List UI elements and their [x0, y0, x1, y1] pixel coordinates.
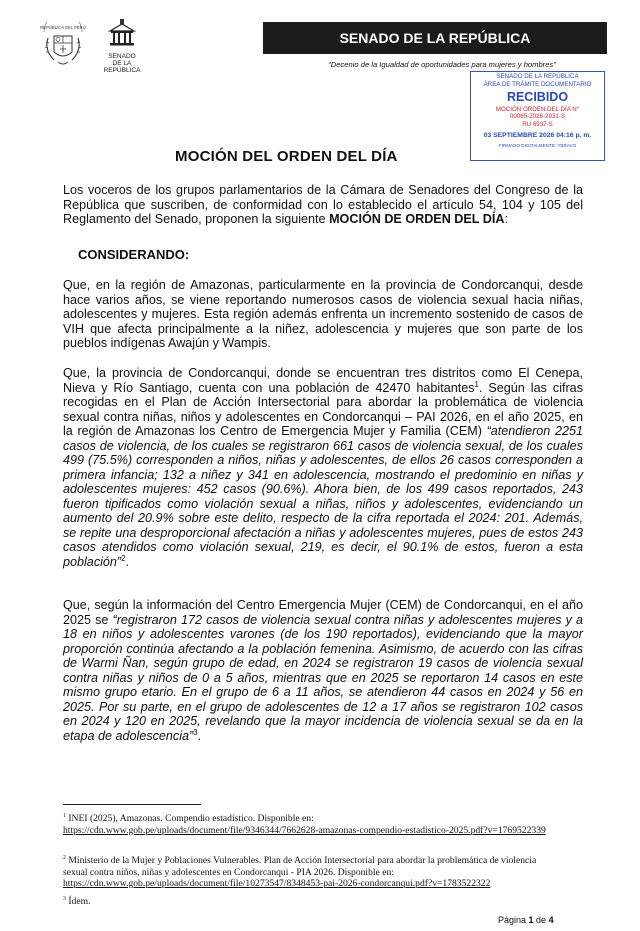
- senado-building-icon: [107, 18, 137, 48]
- senado-logo: [96, 18, 148, 76]
- page-label: Página: [498, 915, 529, 925]
- p2-end: .: [125, 554, 129, 569]
- paragraph-2: [63, 366, 583, 569]
- footnote-1-link[interactable]: https://cdn.www.gob.pe/uploads/document/file/9346344/7662628-amazonas-compendio-estadistico-2025.pdf?v=1769522339: [63, 824, 546, 836]
- stamp-ru: RU 6937-S: [522, 121, 553, 129]
- stamp-doc-type: MOCIÓN ORDEN DEL DÍA N°: [495, 105, 580, 113]
- footnote-2-text: Ministerio de la Mujer y Poblaciones Vulnerables. Plan de Acción Intersectorial para abordar la problemática de violencia sexual contra niños, niñas y adolescentes en Condorcanqui - PIA 2026. Disponible en:: [63, 855, 537, 878]
- stamp-signed: FIRMADO DIGITALMENTE: YBRAVO: [498, 142, 577, 148]
- footnote-1: [63, 813, 563, 836]
- footnote-divider: [63, 804, 201, 805]
- footnote-ref-2[interactable]: 2: [121, 553, 126, 563]
- footnote-2: [63, 855, 563, 890]
- footnote-2-link[interactable]: https://cdn.www.gob.pe/uploads/document/file/10273547/8348453-pai-2026-condorcanqui.pdf?v=1783522322: [63, 878, 491, 889]
- page-total: 4: [548, 915, 554, 925]
- stamp-date: 03 SEPTIEMBRE 2026 04:16 p. m.: [483, 131, 592, 139]
- page-of: de: [533, 915, 549, 925]
- logo-line2: DE LA: [112, 60, 132, 67]
- decenio-motto: “Decenio de la Igualdad de oportunidades para mujeres y hombres”: [328, 60, 556, 69]
- p2-text-b: . Según las cifras recogidas en el Plan de Acción Intersectorial para abordar la problemática de violencia sexual contra niñas, niños y adolescentes en Condorcanqui – PAI 2026, en el año 2025, en la región de Amazonas los Centro de Emergencia Mujer y Familia (CEM): [63, 380, 583, 438]
- footnote-1-text: INEI (2025), Amazonas. Compendio estadístico. Disponible en:: [65, 813, 314, 824]
- stamp-status: RECIBIDO: [506, 89, 569, 104]
- intro-bold: MOCIÓN DE ORDEN DEL DÍA: [329, 212, 505, 226]
- p2-text-a: Que, la provincia de Condorcanqui, donde se encuentran tres distritos como El Cenepa, Nieva y Río Santiago, cuenta con una población de 42470 habitantes: [63, 366, 583, 395]
- received-stamp: [470, 71, 605, 161]
- p3-quote: “registraron 172 casos de violencia sexual contra niñas y adolescentes mujeres y a 18 en niños y adolescentes varones (de los 190 reportados), evidenciando que la mayor proporción continúa afectando a la población femenina. Asimismo, de acuerdo con las cifras de Warmi Ñan, según grupo de edad, en 2024 se registraron 19 casos de violencia sexual contra niñas y niños de 0 a 5 años, mientras que en 2025 se reportaron 14 casos en este mismo grupo etario. En el grupo de 6 a 11 años, se atendieron 44 casos en 2024 y 56 en 2025. Por su parte, en el grupo de adolescentes de 12 a 17 años se registraron 102 casos en 2024 y 120 en 2025, revelando que la mayor incidencia de violencia sexual se da en la etapa de adolescencia”: [63, 612, 583, 743]
- logo-line1: SENADO: [108, 53, 136, 60]
- p3-text-a: Que, según la información del Centro Emergencia Mujer (CEM) de Condorcanqui, en el año 2025 se: [63, 598, 583, 627]
- footnote-3-text: Ídem.: [65, 896, 91, 907]
- stamp-line1: SENADO DE LA REPÚBLICA: [496, 73, 579, 80]
- footnote-3-number: 3: [63, 895, 66, 902]
- intro-end: :: [504, 212, 508, 226]
- p3-end: .: [197, 728, 202, 743]
- stamp-line2: ÁREA DE TRÁMITE DOCUMENTARIO: [483, 80, 592, 88]
- crest-text: REPÚBLICA DEL PERÚ: [40, 25, 86, 30]
- intro-paragraph: [63, 183, 583, 227]
- paragraph-1: Que, en la región de Amazonas, particularmente en la provincia de Condorcanqui, desde hace varios años, se viene reportando numerosos casos de violencia sexual hacia niñas, adolescentes y mujeres. Esta región además enfrenta un incremento sostenido de casos de VIH que afecta principalmente a la niñez, adolescencia y mujeres que son parte de los pueblos indígenas Awajún y Wampis.: [63, 278, 583, 350]
- footnote-2-number: 2: [63, 854, 66, 861]
- document-title: MOCIÓN DEL ORDEN DEL DÍA: [175, 148, 398, 165]
- page-current: 1: [528, 915, 534, 925]
- stamp-doc-num: 00065-2026-2031-S: [509, 113, 566, 121]
- footnote-3: [63, 896, 563, 908]
- logo-line3: REPÚBLICA: [103, 67, 141, 74]
- paragraph-3: [63, 598, 583, 743]
- footnote-ref-1[interactable]: 1: [474, 379, 479, 389]
- footnote-ref-3[interactable]: 3: [193, 727, 198, 737]
- peru-coat-of-arms-icon: [40, 22, 86, 72]
- p2-quote: “atendieron 2251 casos de violencia, de los cuales se registraron 661 casos de violencia sexual, de los cuales 499 (75.5%) corresponden a niños, niñas y adolescentes, de ellos 26 casos corresponden a primera infancia; 132 a niñez y 341 en adolescencia, mostrando el predominio en niñas y adolescentes mujeres: 452 casos (90.6%). Ahora bien, de los 499 casos reportados, 243 fueron tipificados como violación sexual a niñas, niños y adolescentes, evidenciando un aumento del 20.9% sobre este delito, respecto de la cifra reportada el 2024: 201. Además, se repite una desproporcional afectación a niñas y adolescentes mujeres, pues de estos 243 casos atendidos como violación sexual, 219, es decir, el 90.1% de estos, fueron a esta población”: [63, 424, 583, 569]
- page-number: [498, 915, 554, 925]
- intro-text: Los voceros de los grupos parlamentarios de la Cámara de Senadores del Congreso de la República que suscriben, de conformidad con lo establecido el artículo 54, 104 y 105 del Reglamento del Senado, proponen la siguiente: [63, 183, 583, 226]
- senado-banner: SENADO DE LA REPÚBLICA: [263, 22, 607, 54]
- considerando-heading: CONSIDERANDO:: [78, 247, 190, 262]
- footnote-1-number: 1: [63, 812, 66, 819]
